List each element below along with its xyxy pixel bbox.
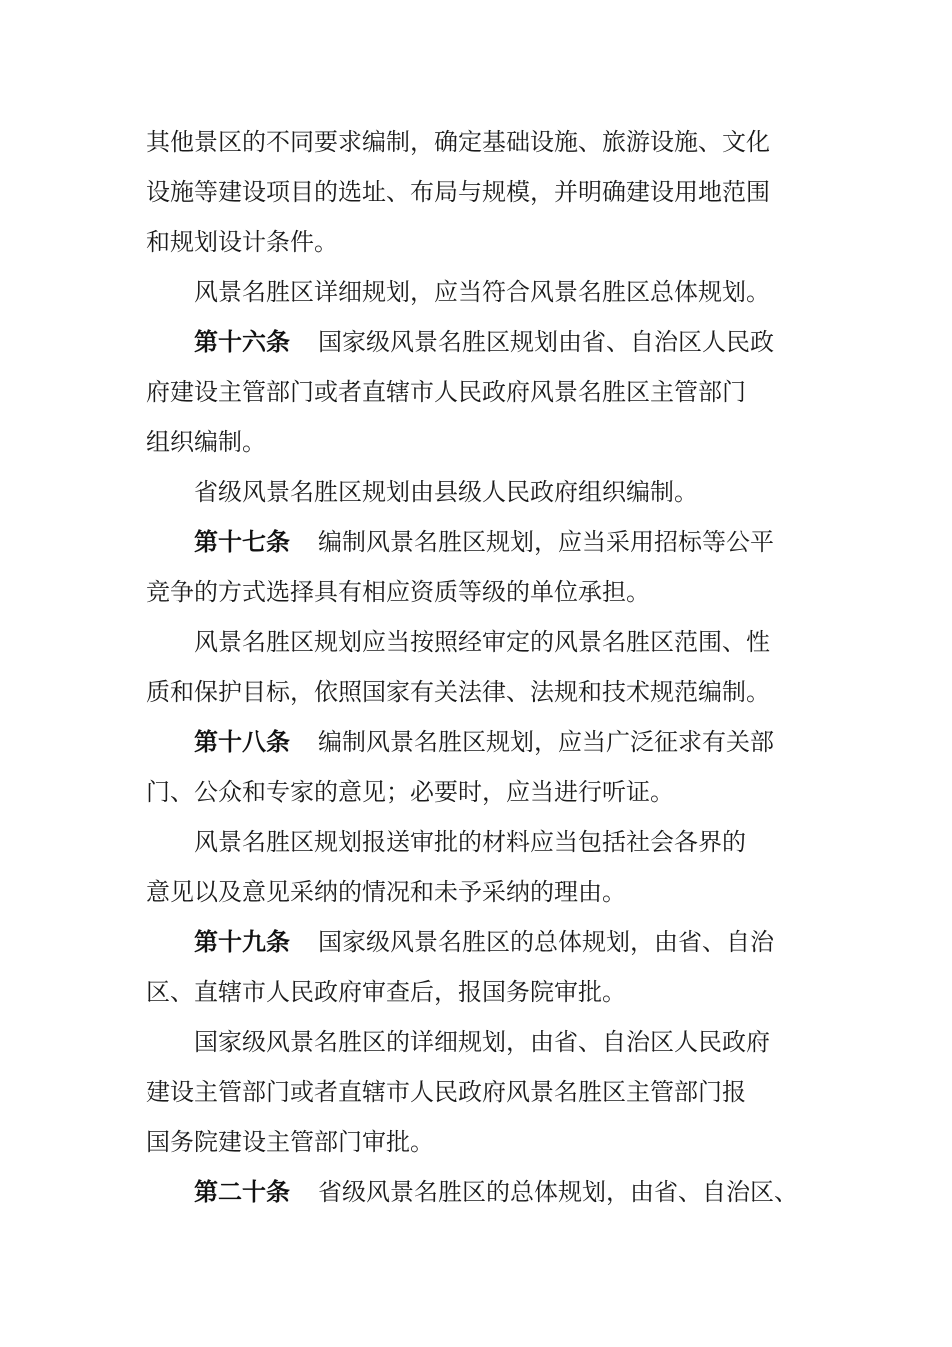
article-20-heading: 第二十条 (194, 1178, 290, 1206)
article-16-text: 国家级风景名胜区规划由省、自治区人民政 (318, 328, 774, 356)
text-line: 设施等建设项目的选址、布局与规模，并明确建设用地范围 (146, 178, 770, 206)
text-line: 区、直辖市人民政府审查后，报国务院审批。 (146, 978, 626, 1006)
article-18-line (194, 724, 826, 760)
text-line: 门、公众和专家的意见；必要时，应当进行听证。 (146, 778, 674, 806)
text-line: 国家级风景名胜区的详细规划，由省、自治区人民政府 (194, 1028, 770, 1056)
article-20-text: 省级风景名胜区的总体规划，由省、自治区、 (318, 1178, 798, 1206)
text-line: 意见以及意见采纳的情况和未予采纳的理由。 (146, 878, 626, 906)
text-line: 质和保护目标，依照国家有关法律、法规和技术规范编制。 (146, 678, 770, 706)
article-16-line (194, 324, 826, 360)
article-16-heading: 第十六条 (194, 328, 290, 356)
article-20-line (194, 1174, 826, 1210)
text-line: 建设主管部门或者直辖市人民政府风景名胜区主管部门报 (146, 1078, 746, 1106)
article-18-text: 编制风景名胜区规划，应当广泛征求有关部 (318, 728, 774, 756)
text-line: 风景名胜区规划应当按照经审定的风景名胜区范围、性 (194, 628, 770, 656)
text-line: 风景名胜区详细规划，应当符合风景名胜区总体规划。 (194, 278, 770, 306)
article-19-line (194, 924, 826, 960)
text-line: 国务院建设主管部门审批。 (146, 1128, 434, 1156)
article-17-line (194, 524, 826, 560)
article-19-heading: 第十九条 (194, 928, 290, 956)
text-line: 风景名胜区规划报送审批的材料应当包括社会各界的 (194, 828, 746, 856)
text-line: 省级风景名胜区规划由县级人民政府组织编制。 (194, 478, 698, 506)
text-line: 竞争的方式选择具有相应资质等级的单位承担。 (146, 578, 650, 606)
text-line: 其他景区的不同要求编制，确定基础设施、旅游设施、文化 (146, 128, 770, 156)
text-line: 府建设主管部门或者直辖市人民政府风景名胜区主管部门 (146, 378, 746, 406)
text-line: 组织编制。 (146, 428, 266, 456)
article-17-heading: 第十七条 (194, 528, 290, 556)
article-19-text: 国家级风景名胜区的总体规划，由省、自治 (318, 928, 774, 956)
article-18-heading: 第十八条 (194, 728, 290, 756)
text-line: 和规划设计条件。 (146, 228, 338, 256)
article-17-text: 编制风景名胜区规划，应当采用招标等公平 (318, 528, 774, 556)
